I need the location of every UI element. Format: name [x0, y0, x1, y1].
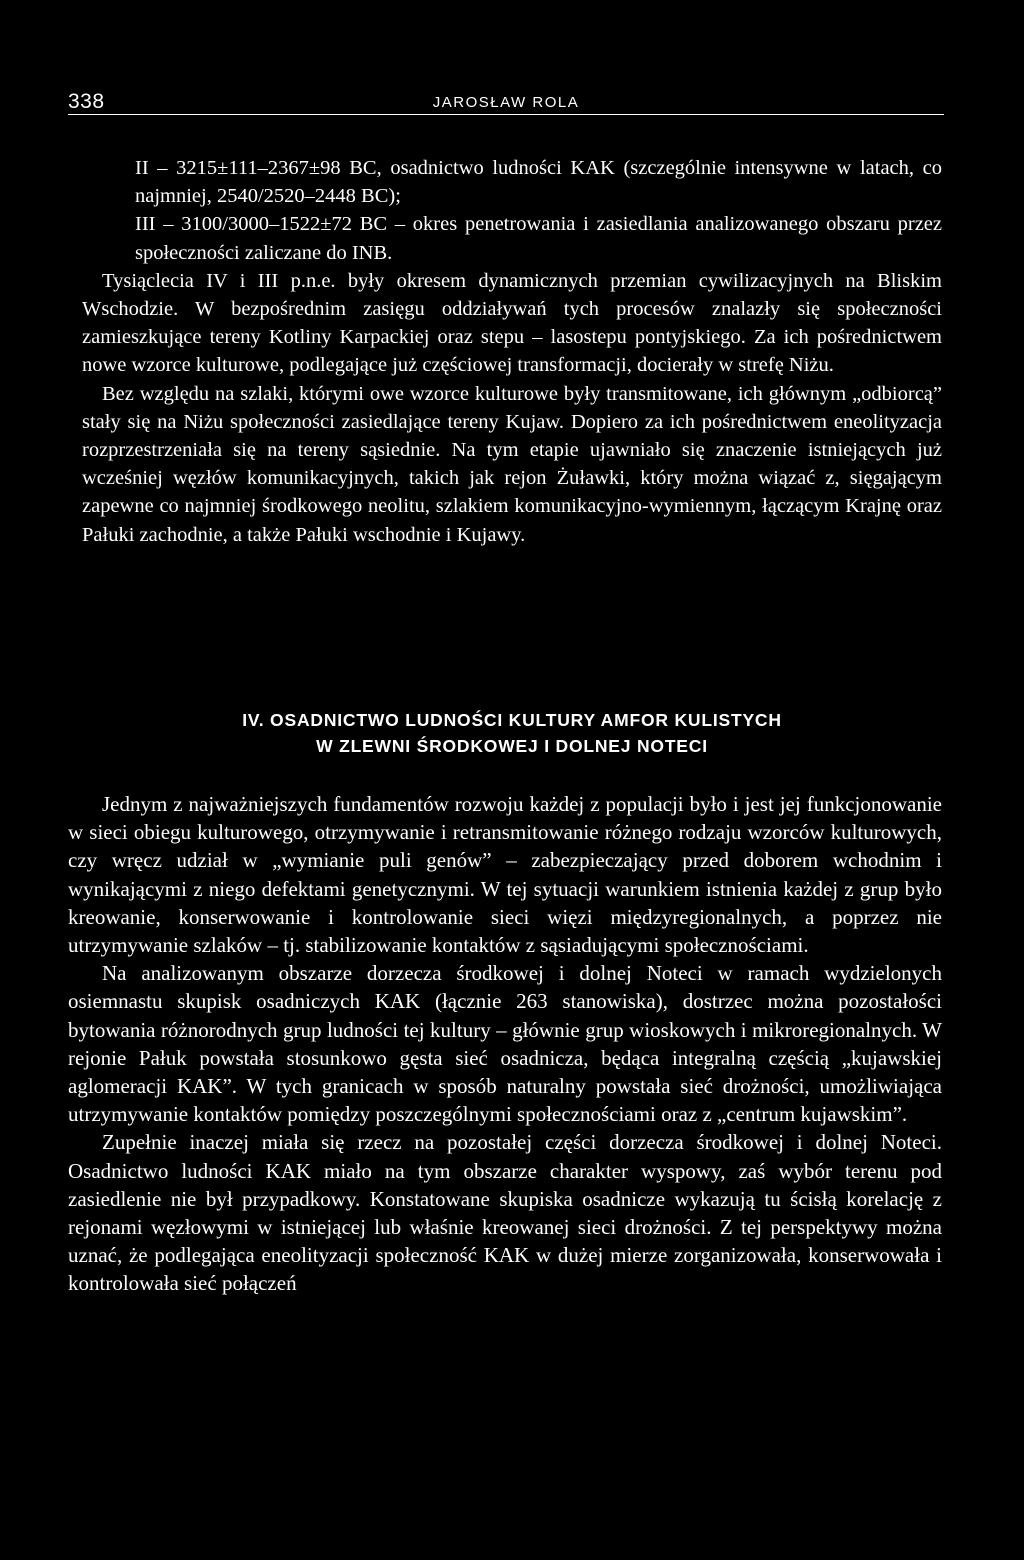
running-head — [68, 88, 944, 115]
page-number: 338 — [68, 90, 105, 113]
paragraph: Na analizowanym obszarze dorzecza środkowej i dolnej Noteci w ramach wydzielonych osiemnastu skupisk osadniczych KAK (łącznie 263 stanowiska), dostrzec można pozostałości bytowania różnorodnych grup ludności tej kultury – głównie grup wioskowych i mikroregionalnych. W rejonie Pałuk powstała stosunkowo gęsta sieć osadnicza, będąca integralną częścią „kujawskiej aglomeracji KAK”. W tych granicach w sposób naturalny powstała sieć drożności, umożliwiająca utrzymywanie kontaktów pomiędzy poszczególnymi społecznościami oraz z „centrum kujawskim”. — [68, 961, 942, 1127]
period-item-ii: II – 3215±111–2367±98 BC, osadnictwo ludności KAK (szczególnie intensywne w latach, co najmniej, 2540/2520–2448 BC); — [135, 157, 942, 208]
paragraph: Jednym z najważniejszych fundamentów rozwoju każdej z populacji było i jest jej funkcjonowanie w sieci obiegu kulturowego, otrzymywanie i retransmitowanie różnego rodzaju wzorców kulturowych, czy wręcz udział w „wymianie puli genów” – zabezpieczający przed doborem wchodnim i wynikającymi z niego defektami genetycznymi. W tej sytuacji warunkiem istnienia każdej z grup było kreowanie, konserwowanie i kontrolowanie sieci więzi międzyregionalnych, a poprzez nie utrzymywanie szlaków – tj. stabilizowanie kontaktów z sąsiadującymi społecznościami. — [68, 792, 942, 958]
paragraph: Tysiąclecia IV i III p.n.e. były okresem dynamicznych przemian cywilizacyjnych na Bliskim Wschodzie. W bezpośrednim zasięgu oddziaływań tych procesów znalazły się społeczności zamieszkujące tereny Kotliny Karpackiej oraz stepu – lasostepu pontyjskiego. Za ich pośrednictwem nowe wzorce kulturowe, podlegające już częściowej transformacji, docierały w strefę Niżu. — [82, 269, 942, 377]
period-item-iii: III – 3100/3000–1522±72 BC – okres penetrowania i zasiedlania analizowanego obszaru przez społeczności zaliczane do INB. — [135, 213, 942, 264]
paragraph: Zupełnie inaczej miała się rzecz na pozostałej części dorzecza środkowej i dolnej Noteci. Osadnictwo ludności KAK miało na tym obszarze charakter wyspowy, zaś wybór terenu pod zasiedlenie nie był przypadkowy. Konstatowane skupiska osadnicze wykazują tu ścisłą korelację z rejonami węzłowymi w istniejącej lub właśnie kreowanej sieci drożności. Z tej perspektywy można uznać, że podlegająca eneolityzacji społeczność KAK w dużej mierze zorganizowała, konserwowała i kontrolowała sieć połączeń — [68, 1130, 942, 1296]
section-text-block — [68, 790, 942, 1298]
paragraph: Bez względu na szlaki, którymi owe wzorce kulturowe były transmitowane, ich głównym „odbiorcą” stały się na Niżu społeczności zasiedlające tereny Kujaw. Dopiero za ich pośrednictwem eneolityzacja rozprzestrzeniała się na tereny sąsiednie. Na tym etapie ujawniało się znaczenie istniejących już wcześniej węzłów komunikacyjnych, takich jak rejon Żuławki, który można wiązać z, sięgającym zapewne co najmniej środkowego neolitu, szlakiem komunikacyjno-wymiennym, łączącym Krajnę oraz Pałuki zachodnie, a także Pałuki wschodnie i Kujawy. — [82, 382, 942, 546]
top-text-block — [82, 154, 942, 549]
section-heading — [82, 707, 942, 759]
section-heading-line-1: IV. OSADNICTWO LUDNOŚCI KULTURY AMFOR KULISTYCH — [242, 710, 782, 730]
section-heading-line-2: W ZLEWNI ŚRODKOWEJ I DOLNEJ NOTECI — [316, 736, 708, 756]
running-title: JAROSŁAW ROLA — [432, 94, 580, 111]
